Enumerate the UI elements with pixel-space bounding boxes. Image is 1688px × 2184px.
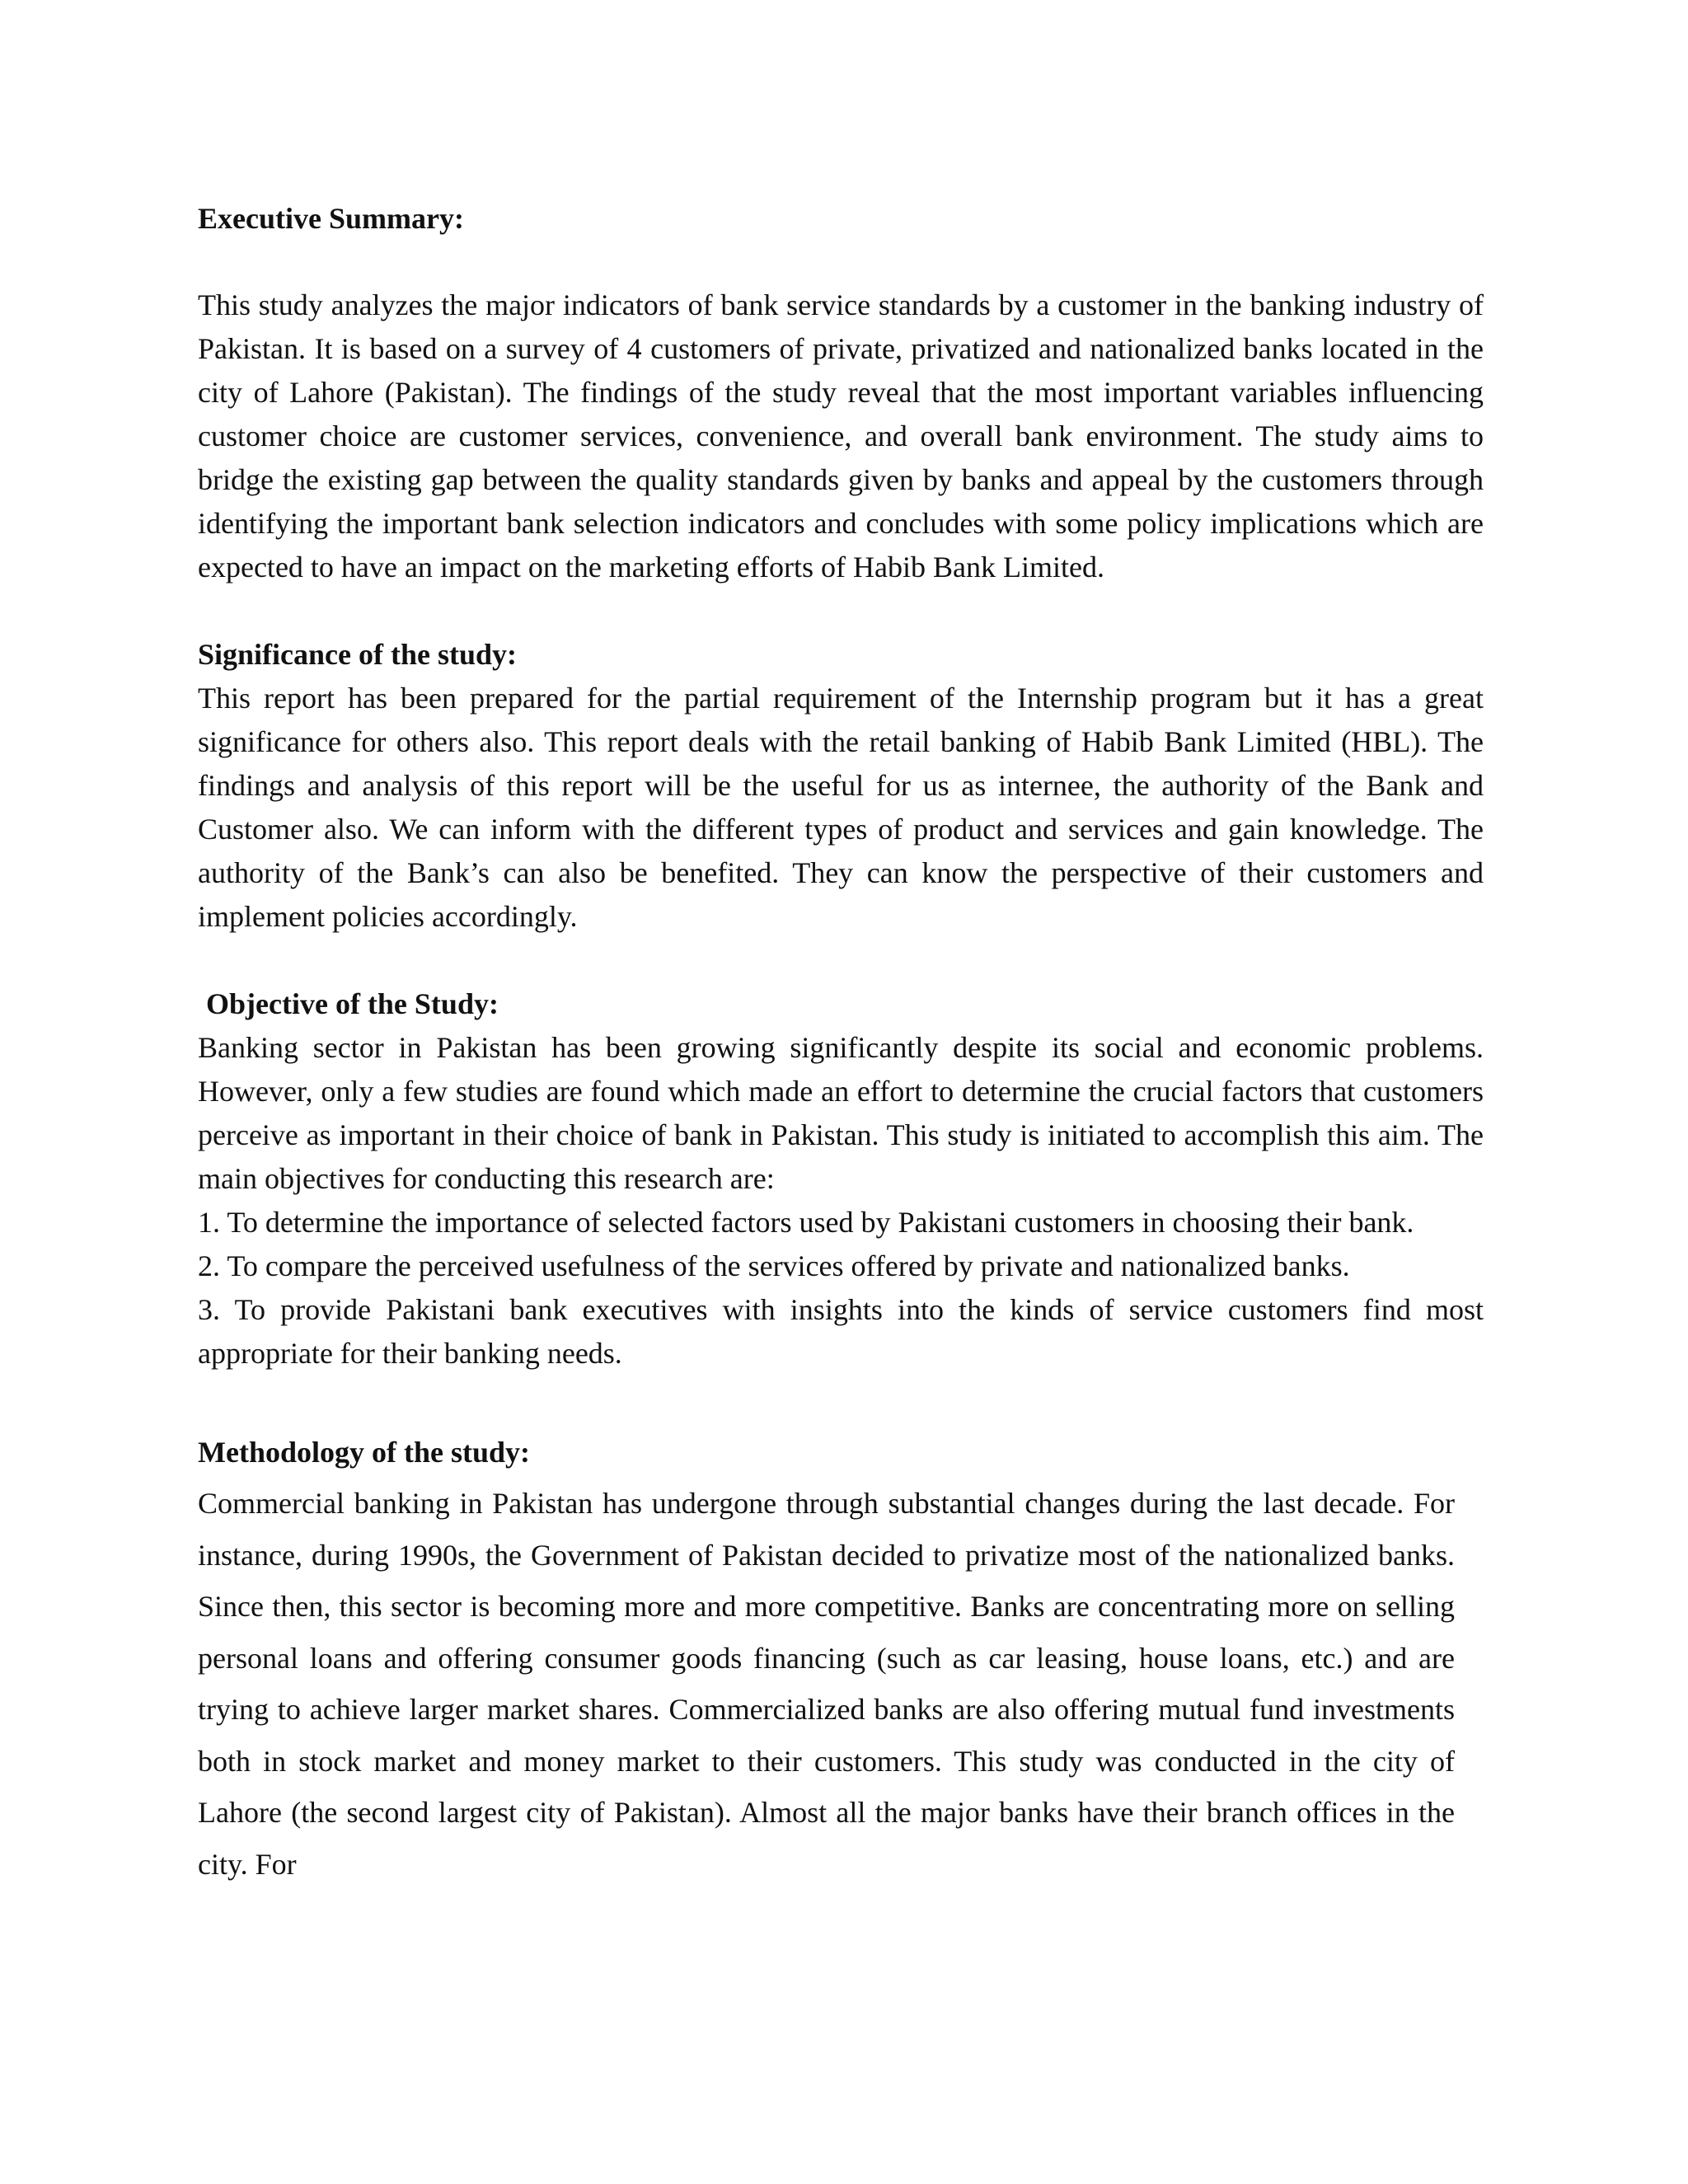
objective-heading: Objective of the Study: [206, 987, 499, 1020]
executive-summary-heading: Executive Summary: [198, 202, 464, 235]
methodology-paragraph: Commercial banking in Pakistan has undergone through substantial changes during the last decade. For instance, during 1990s, the Government of Pakistan decided to privatize most of the nationalized banks. Since then, this sector is becoming more and more competitive. Banks are concentrating more on selling personal loans and offering consumer goods financing (such as car leasing, house loans, etc.) and are trying to achieve larger market shares. Commercialized banks are also offering mutual fund investments both in stock market and money market to their customers. This study was conducted in the city of Lahore (the second largest city of Pakistan). Almost all the major banks have their branch offices in the city. For [198, 1487, 1455, 1881]
executive-summary-section [198, 196, 1484, 589]
objective-list [198, 1201, 1484, 1376]
objective-list-item: 1. To determine the importance of selected factors used by Pakistani customers in choosing their bank. [198, 1206, 1414, 1239]
significance-heading: Significance of the study: [198, 638, 517, 671]
methodology-heading: Methodology of the study: [198, 1436, 530, 1469]
significance-paragraph: This report has been prepared for the partial requirement of the Internship program but it has a great significance for others also. This report deals with the retail banking of Habib Bank Limited (HBL). The findings and analysis of this report will be the useful for us as internee, the authority of the Bank and Customer also. We can inform with the different types of product and services and gain knowledge. The authority of the Bank’s can also be benefited. They can know the perspective of their customers and implement policies accordingly. [198, 682, 1484, 933]
document-body [198, 196, 1484, 1890]
objective-paragraph: Banking sector in Pakistan has been growing significantly despite its social and economic problems. However, only a few studies are found which made an effort to determine the crucial factors that customers perceive as important in their choice of bank in Pakistan. This study is initiated to accomplish this aim. The main objectives for conducting this research are: [198, 1031, 1484, 1195]
methodology-section [198, 1430, 1484, 1890]
objective-list-item: 2. To compare the perceived usefulness of the services offered by private and nationalized banks. [198, 1249, 1350, 1282]
executive-summary-paragraph: This study analyzes the major indicators of bank service standards by a customer in the banking industry of Pakistan. It is based on a survey of 4 customers of private, privatized and nationalized banks located in the city of Lahore (Pakistan). The findings of the study reveal that the most important variables influencing customer choice are customer services, convenience, and overall bank environment. The study aims to bridge the existing gap between the quality standards given by banks and appeal by the customers through identifying the important bank selection indicators and concludes with some policy implications which are expected to have an impact on the marketing efforts of Habib Bank Limited. [198, 288, 1484, 583]
objective-section [198, 982, 1484, 1376]
objective-list-item: 3. To provide Pakistani bank executives with insights into the kinds of service customers find most appropriate for their banking needs. [198, 1293, 1484, 1370]
significance-section [198, 632, 1484, 939]
